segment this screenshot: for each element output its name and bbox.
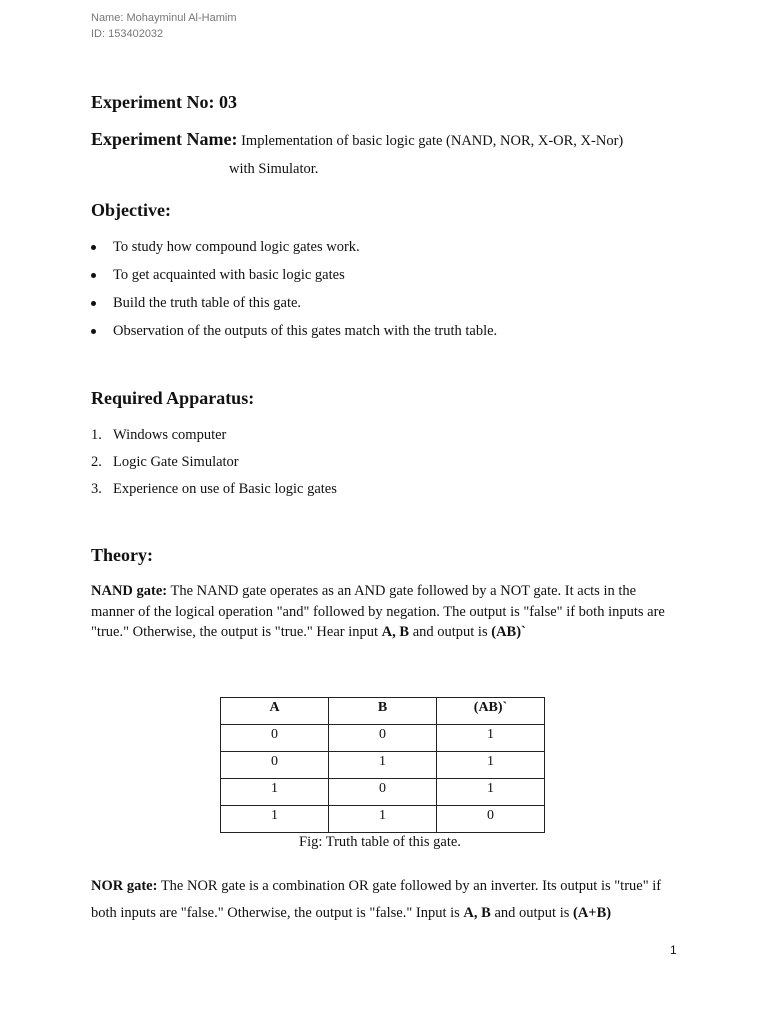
truth-table — [220, 697, 545, 833]
list-item — [91, 265, 497, 293]
list-item — [91, 452, 337, 479]
list-item-text: Windows computer — [113, 427, 227, 443]
nand-inputs: A, B — [381, 624, 410, 640]
table-cell: 1 — [437, 725, 545, 752]
table-cell: 0 — [329, 725, 437, 752]
page-number: 1 — [670, 943, 677, 957]
nor-paragraph — [91, 873, 681, 927]
experiment-name-label: Experiment Name: — [91, 129, 238, 149]
table-row — [221, 725, 545, 752]
list-number: 1. — [91, 427, 102, 443]
table-cell: 1 — [437, 779, 545, 806]
bullet-icon — [91, 245, 96, 250]
document-header — [91, 10, 236, 42]
column-header: A — [221, 698, 329, 725]
theory-heading: Theory: — [91, 545, 153, 565]
table-row — [221, 779, 545, 806]
experiment-name-continuation: with Simulator. — [229, 161, 319, 177]
table-cell: 0 — [221, 752, 329, 779]
table-cell: 1 — [221, 806, 329, 833]
table-row — [221, 806, 545, 833]
list-item-text: Build the truth table of this gate. — [113, 295, 302, 311]
column-header: B — [329, 698, 437, 725]
student-id: ID: 153402032 — [91, 28, 164, 40]
table-cell: 1 — [329, 806, 437, 833]
list-item-text: Experience on use of Basic logic gates — [113, 481, 337, 497]
table-header-row — [221, 698, 545, 725]
nand-output: (AB)` — [491, 624, 526, 640]
nor-output: (A+B) — [573, 905, 612, 921]
table-cell: 1 — [221, 779, 329, 806]
table-cell: 0 — [221, 725, 329, 752]
apparatus-list — [91, 425, 337, 506]
nand-mid-text: and output is — [409, 624, 492, 640]
list-item — [91, 321, 497, 349]
table-cell: 0 — [329, 779, 437, 806]
table-caption: Fig: Truth table of this gate. — [299, 834, 461, 850]
nand-label: NAND gate: — [91, 583, 168, 599]
column-header: (AB)` — [437, 698, 545, 725]
list-item-text: To get acquainted with basic logic gates — [113, 267, 345, 283]
table-cell: 0 — [437, 806, 545, 833]
nor-mid-text: and output is — [490, 905, 573, 921]
list-item — [91, 293, 497, 321]
list-item-text: Observation of the outputs of this gates match with the truth table. — [113, 323, 498, 339]
list-item — [91, 425, 337, 452]
student-name: Name: Mohayminul Al-Hamim — [91, 12, 237, 24]
nand-paragraph — [91, 581, 681, 643]
nand-text: The NAND gate operates as an AND gate followed by a NOT gate. It acts in the manner of the logical operation "and" followed by negation. The output is "false" if both inputs are "true." Otherwise, the output is "true." Hear input — [91, 583, 665, 640]
nor-label: NOR gate: — [91, 878, 158, 894]
bullet-icon — [91, 273, 96, 278]
experiment-name — [91, 129, 711, 150]
apparatus-heading: Required Apparatus: — [91, 388, 255, 408]
list-item — [91, 237, 497, 265]
list-number: 3. — [91, 481, 102, 497]
table-cell: 1 — [329, 752, 437, 779]
experiment-name-text: Implementation of basic logic gate (NAND, NOR, X-OR, X-Nor) — [237, 133, 624, 149]
list-item-text: To study how compound logic gates work. — [113, 239, 360, 255]
list-number: 2. — [91, 454, 102, 470]
objective-list — [91, 237, 497, 349]
list-item-text: Logic Gate Simulator — [113, 454, 239, 470]
table-row — [221, 752, 545, 779]
nor-inputs: A, B — [463, 905, 491, 921]
objective-heading: Objective: — [91, 200, 171, 220]
nor-text: The NOR gate is a combination OR gate followed by an inverter. Its output is "true" if both inputs are "false." Otherwise, the output is "false." Input is — [91, 878, 662, 921]
bullet-icon — [91, 329, 96, 334]
experiment-number: Experiment No: 03 — [91, 92, 237, 112]
bullet-icon — [91, 301, 96, 306]
table-cell: 1 — [437, 752, 545, 779]
list-item — [91, 479, 337, 506]
